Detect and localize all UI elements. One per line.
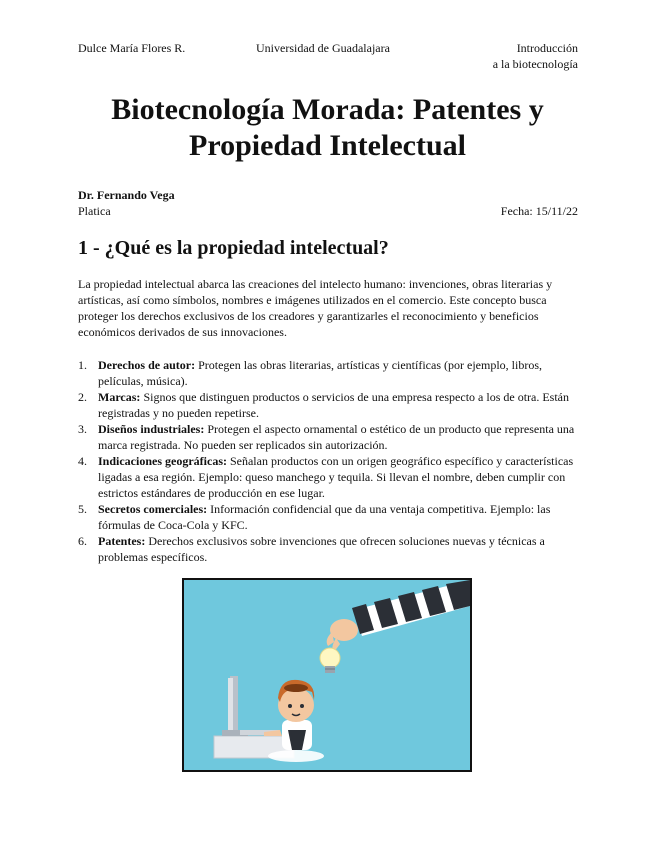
list-number: 5. [78, 502, 87, 516]
intro-paragraph: La propiedad intelectual abarca las creaciones del intelecto humano: invenciones, obras literarias y artísticas, así como símbolos, nombres e imágenes utilizados en el comercio. Este concepto busca proteger los derechos exclusivos de los creadores y garantizarles el reconocimiento y beneficios económicos derivados de sus innovaciones. [78, 277, 553, 339]
ip-types-list [78, 357, 578, 565]
lightbulb-icon [320, 648, 340, 673]
page-header [78, 40, 578, 74]
list-item [78, 421, 578, 453]
document-title: Biotecnología Morada: Patentes y Propiedad Intelectual [111, 93, 544, 162]
list-item [78, 357, 578, 389]
list-number: 6. [78, 534, 87, 548]
illustration-svg [184, 580, 470, 770]
list-text: Derechos exclusivos sobre invenciones que ofrecen soluciones nuevas y técnicas a problemas específicos. [98, 534, 545, 564]
talk-date: Fecha: 15/11/22 [500, 204, 578, 218]
list-text: Protegen las obras literarias, artísticas y científicas (por ejemplo, libros, películas, música). [98, 358, 542, 388]
list-term: Marcas: [98, 390, 141, 404]
header-university: Universidad de Guadalajara [256, 41, 390, 55]
section-heading: 1 - ¿Qué es la propiedad intelectual? [78, 237, 389, 259]
list-term: Derechos de autor: [98, 358, 196, 372]
list-number: 1. [78, 358, 87, 372]
list-text: Protegen el aspecto ornamental o estético de un producto que representa una marca registrada. No pueden ser replicados sin autorización. [98, 422, 575, 452]
speaker-name: Dr. Fernando Vega [78, 188, 175, 202]
list-number: 4. [78, 454, 87, 468]
talk-meta [78, 187, 578, 219]
list-number: 2. [78, 390, 87, 404]
list-item [78, 533, 578, 565]
list-term: Secretos comerciales: [98, 502, 208, 516]
list-number: 3. [78, 422, 87, 436]
list-text: Signos que distinguen productos o servicios de una empresa respecto a los de otra. Están registradas y no pueden repetirse. [98, 390, 570, 420]
header-course [493, 40, 578, 72]
header-author: Dulce María Flores R. [78, 41, 186, 55]
list-term: Diseños industriales: [98, 422, 205, 436]
thief-arm-icon [327, 580, 470, 652]
header-course-line1: Introducción [516, 41, 578, 55]
list-text: Señalan productos con un origen geográfico específico y características ligadas a esa región. Ejemplo: queso manchego y tequila. Si llevan el nombre, deben cumplir con estrictos estándares de producción en ese lugar. [98, 454, 574, 500]
header-course-line2: a la biotecnología [492, 57, 578, 71]
list-item [78, 453, 578, 501]
list-term: Indicaciones geográficas: [98, 454, 227, 468]
talk-type: Platica [78, 204, 111, 218]
illustration-figure [182, 578, 472, 772]
list-item [78, 389, 578, 421]
list-item [78, 501, 578, 533]
list-term: Patentes: [98, 534, 146, 548]
list-text: Información confidencial que da una ventaja competitiva. Ejemplo: las fórmulas de Coca-Cola y KFC. [98, 502, 551, 532]
